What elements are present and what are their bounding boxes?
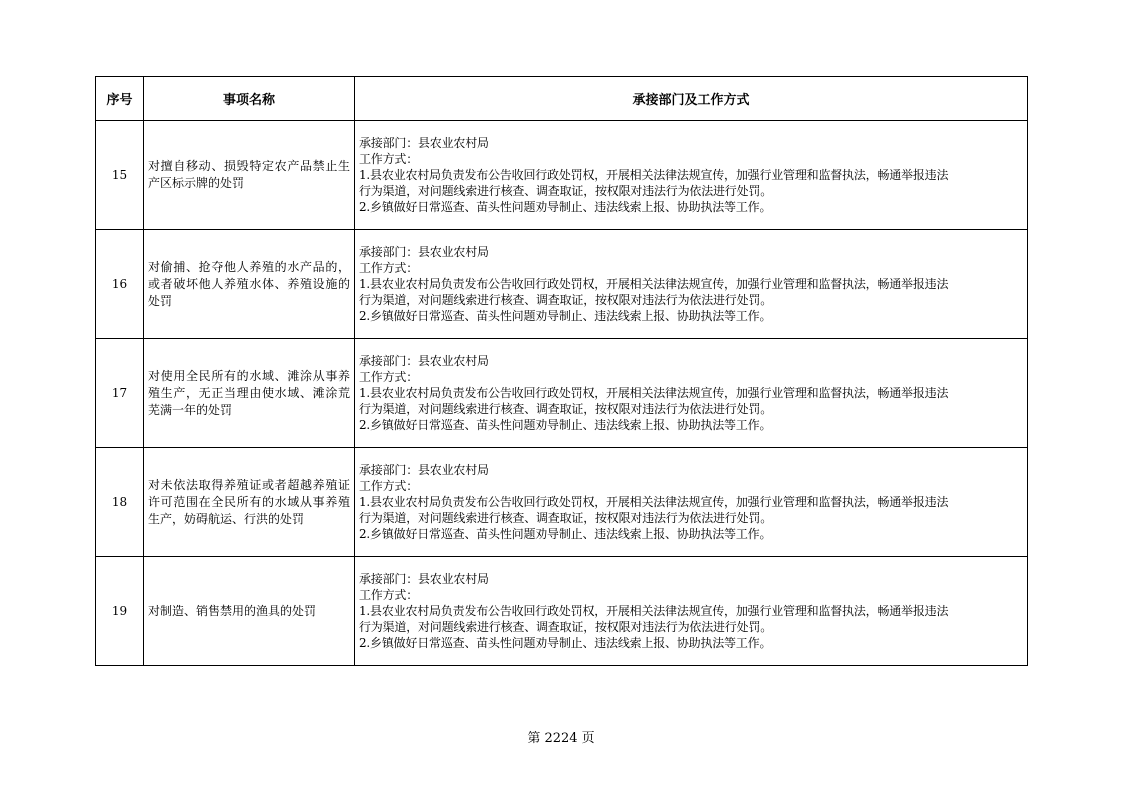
item2-line: 2.乡镇做好日常巡查、苗头性问题劝导制止、违法线索上报、协助执法等工作。 [359,527,772,541]
item1-line2: 行为渠道，对问题线索进行核查、调查取证，按权限对违法行为依法进行处罚。 [359,293,773,307]
dept-line: 承接部门：县农业农村局 [359,136,489,150]
table-row [96,230,1028,339]
row-name: 对使用全民所有的水域、滩涂从事养殖生产，无正当理由使水域、滩涂荒芜满一年的处罚 [144,339,355,448]
item2-line: 2.乡镇做好日常巡查、苗头性问题劝导制止、违法线索上报、协助执法等工作。 [359,309,772,323]
row-method [355,448,1028,557]
row-no: 19 [96,557,144,666]
row-no: 18 [96,448,144,557]
method-label: 工作方式： [359,479,419,493]
dept-line: 承接部门：县农业农村局 [359,245,489,259]
row-no: 17 [96,339,144,448]
method-label: 工作方式： [359,588,419,602]
item2-line: 2.乡镇做好日常巡查、苗头性问题劝导制止、违法线索上报、协助执法等工作。 [359,200,772,214]
item1-line1: 1.县农业农村局负责发布公告收回行政处罚权，开展相关法律法规宣传，加强行业管理和监督执法，畅通举报违法 [359,386,949,400]
header-method: 承接部门及工作方式 [355,77,1028,121]
item1-line1: 1.县农业农村局负责发布公告收回行政处罚权，开展相关法律法规宣传，加强行业管理和监督执法，畅通举报违法 [359,604,949,618]
dept-line: 承接部门：县农业农村局 [359,463,489,477]
row-name: 对偷捕、抢夺他人养殖的水产品的，或者破坏他人养殖水体、养殖设施的处罚 [144,230,355,339]
row-no: 16 [96,230,144,339]
item1-line2: 行为渠道，对问题线索进行核查、调查取证，按权限对违法行为依法进行处罚。 [359,620,773,634]
dept-line: 承接部门：县农业农村局 [359,572,489,586]
method-label: 工作方式： [359,370,419,384]
row-name: 对擅自移动、损毁特定农产品禁止生产区标示牌的处罚 [144,121,355,230]
item2-line: 2.乡镇做好日常巡查、苗头性问题劝导制止、违法线索上报、协助执法等工作。 [359,636,772,650]
item1-line1: 1.县农业农村局负责发布公告收回行政处罚权，开展相关法律法规宣传，加强行业管理和监督执法，畅通举报违法 [359,495,949,509]
item2-line: 2.乡镇做好日常巡查、苗头性问题劝导制止、违法线索上报、协助执法等工作。 [359,418,772,432]
item1-line2: 行为渠道，对问题线索进行核查、调查取证，按权限对违法行为依法进行处罚。 [359,402,773,416]
table-row [96,557,1028,666]
table-row [96,339,1028,448]
header-no: 序号 [96,77,144,121]
item1-line1: 1.县农业农村局负责发布公告收回行政处罚权，开展相关法律法规宣传，加强行业管理和监督执法，畅通举报违法 [359,277,949,291]
table-row [96,448,1028,557]
method-label: 工作方式： [359,261,419,275]
header-name: 事项名称 [144,77,355,121]
row-name: 对制造、销售禁用的渔具的处罚 [144,557,355,666]
items-table [95,76,1028,666]
row-method [355,557,1028,666]
item1-line2: 行为渠道，对问题线索进行核查、调查取证，按权限对违法行为依法进行处罚。 [359,511,773,525]
item1-line1: 1.县农业农村局负责发布公告收回行政处罚权，开展相关法律法规宣传，加强行业管理和监督执法，畅通举报违法 [359,168,949,182]
row-method [355,121,1028,230]
row-name: 对未依法取得养殖证或者超越养殖证许可范围在全民所有的水域从事养殖生产，妨碍航运、行洪的处罚 [144,448,355,557]
dept-line: 承接部门：县农业农村局 [359,354,489,368]
item1-line2: 行为渠道，对问题线索进行核查、调查取证，按权限对违法行为依法进行处罚。 [359,184,773,198]
row-method [355,339,1028,448]
method-label: 工作方式： [359,152,419,166]
page-number: 第 2224 页 [527,731,595,746]
row-no: 15 [96,121,144,230]
row-method [355,230,1028,339]
table-row [96,121,1028,230]
table-header-row [96,77,1028,121]
